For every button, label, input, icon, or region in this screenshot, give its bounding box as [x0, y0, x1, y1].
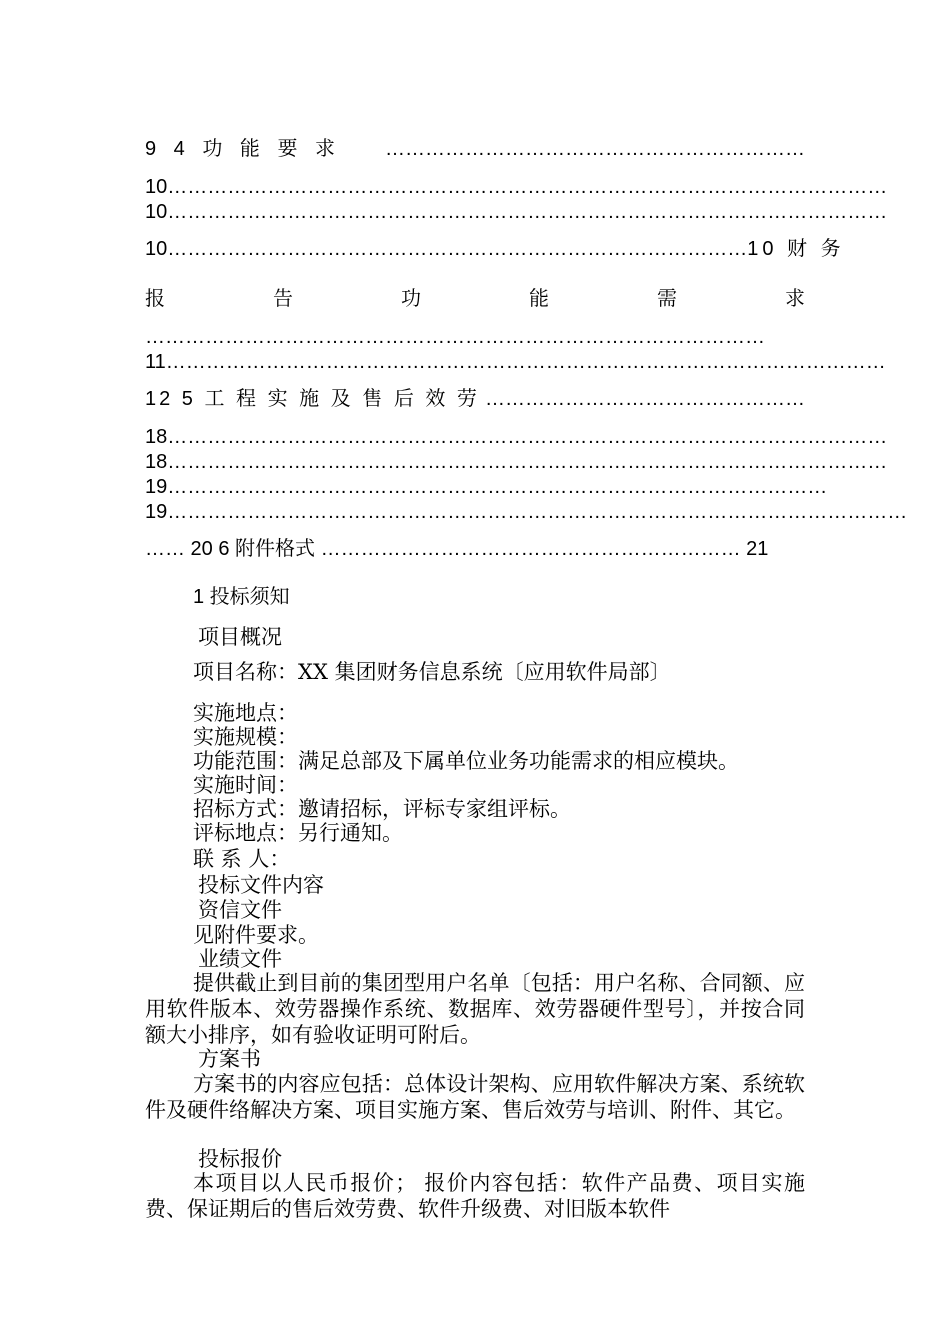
implementation-time: 实施时间：: [193, 773, 298, 797]
toc-line: 10………………………………………………………………………………………………: [145, 176, 888, 198]
toc-leader-dots: ………………………………………………………: [385, 138, 805, 160]
toc-leader-dots: …………………………………………: [485, 388, 805, 410]
function-scope: 功能范围：满足总部及下属单位业务功能需求的相应模块。: [193, 749, 739, 773]
toc-line-report-requirements: [145, 286, 805, 312]
see-attachment: 见附件要求。: [193, 923, 319, 947]
toc-line: 18………………………………………………………………………………………………: [145, 426, 888, 448]
toc-line-functional-requirements: [145, 136, 805, 162]
toc-line: 11………………………………………………………………………………………………: [145, 351, 886, 373]
toc-char: 需: [657, 288, 677, 310]
toc-line: 19………………………………………………………………………………………: [145, 476, 828, 498]
subsection-heading: 业绩文件: [198, 947, 282, 971]
subsection-heading: 方案书: [198, 1047, 261, 1071]
toc-entry-title: 12 5 工 程 实 施 及 售 后 效 劳: [145, 388, 480, 410]
toc-char: 功: [401, 288, 421, 310]
toc-entry-title: 10 财 务: [747, 238, 845, 260]
toc-char: 告: [273, 288, 293, 310]
bid-price-paragraph: 本项目以人民币报价； 报价内容包括：软件产品费、项目实施费、保证期后的售后效劳费、软件升级费、对旧版本软件: [145, 1171, 805, 1221]
subsection-heading: 项目概况: [198, 625, 282, 649]
subsection-heading: 投标文件内容: [198, 873, 324, 897]
toc-char: 能: [529, 288, 549, 310]
project-name: 项目名称：XX 集团财务信息系统〔应用软件局部〕: [193, 660, 671, 684]
implementation-location: 实施地点：: [193, 701, 298, 725]
toc-line-attachment-format: …… 20 6 附件格式 ……………………………………………………… 21: [145, 538, 769, 560]
contact-person: 联 系 人：: [193, 847, 291, 871]
toc-line-implementation: [145, 386, 805, 412]
toc-line: 18………………………………………………………………………………………………: [145, 451, 888, 473]
toc-leader-dots: 10……………………………………………………………………………: [145, 238, 748, 260]
toc-char: 报: [145, 288, 165, 310]
toc-line: 10………………………………………………………………………………………………: [145, 201, 888, 223]
subsection-heading: 投标报价: [198, 1147, 282, 1171]
toc-line: 19…………………………………………………………………………………………………: [145, 501, 908, 523]
proposal-paragraph: 方案书的内容应包括：总体设计架构、应用软件解决方案、系统软件及硬件络解决方案、项目实施方案、售后效劳与培训、附件、其它。: [145, 1072, 805, 1122]
toc-line: …………………………………………………………………………………: [145, 326, 765, 348]
bid-method: 招标方式：邀请招标，评标专家组评标。: [193, 797, 571, 821]
toc-entry-title: 9 4 功 能 要 求: [145, 138, 342, 160]
toc-char: 求: [785, 288, 805, 310]
performance-paragraph: 提供截止到目前的集团型用户名单〔包括：用户名称、合同额、应用软件版本、效劳器操作系统、数据库、效劳器硬件型号〕，并按合同额大小排序，如有验收证明可附后。: [145, 971, 805, 1047]
evaluation-location: 评标地点：另行通知。: [193, 821, 403, 845]
section-heading: 1 投标须知: [193, 586, 290, 608]
implementation-scale: 实施规模：: [193, 725, 298, 749]
subsection-heading: 资信文件: [198, 898, 282, 922]
toc-line-finance: [145, 236, 845, 262]
